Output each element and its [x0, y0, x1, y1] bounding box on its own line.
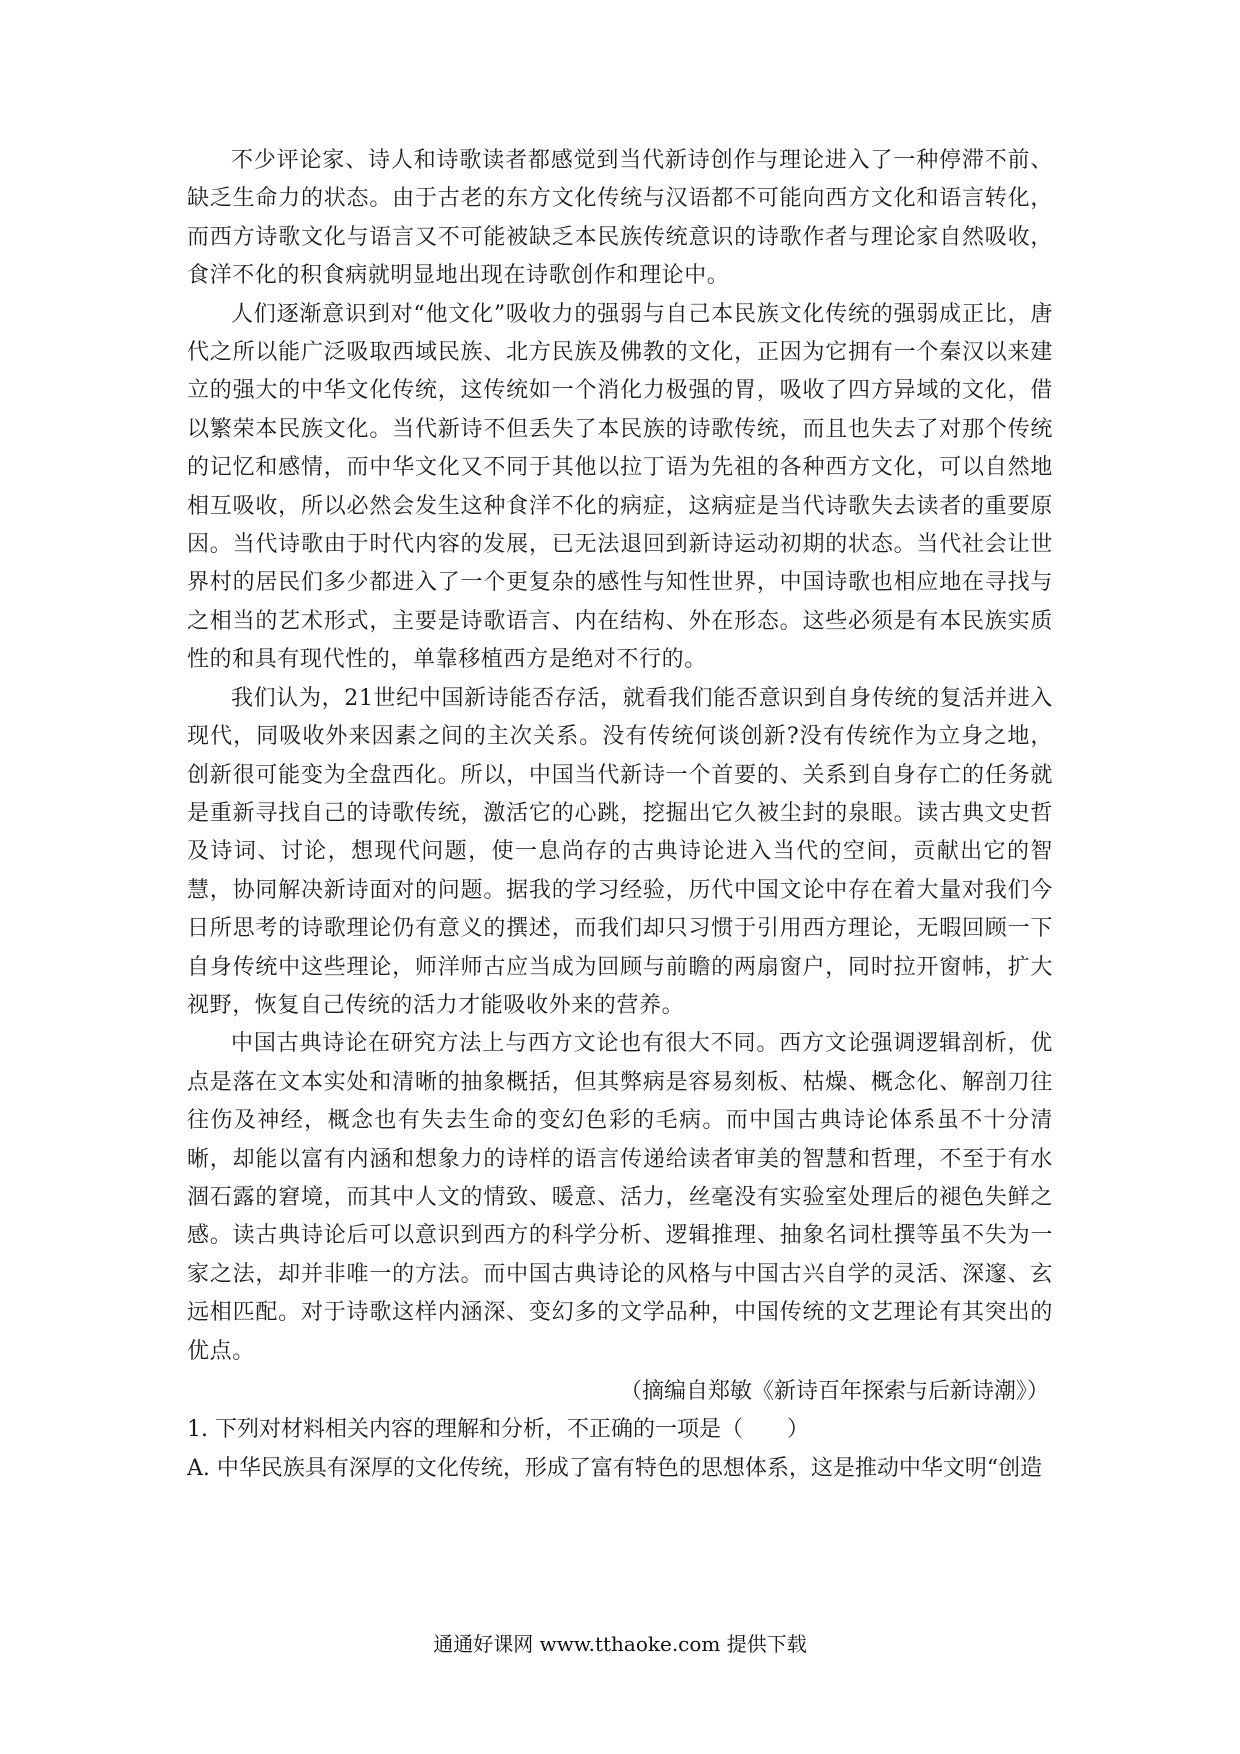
question-option-a: A. 中华民族具有深厚的文化传统，形成了富有特色的思想体系，这是推动中华文明“创造 — [187, 1455, 1043, 1481]
article-paragraph-2: 人们逐渐意识到对“他文化”吸收力的强弱与自己本民族文化传统的强弱成正比，唐代之所以能广泛吸取西域民族、北方民族及佛教的文化，正因为它拥有一个秦汉以来建立的强大的中华文化传统，这传统如一个消化力极强的胃，吸收了四方异域的文化，借以繁荣本民族文化。当代新诗不但丢失了本民族的诗歌传统，而且也失去了对那个传统的记忆和感情，而中华文化又不同于其他以拉丁语为先祖的各种西方文化，可以自然地相互吸收，所以必然会发生这种食洋不化的病症，这病症是当代诗歌失去读者的重要原因。当代诗歌由于时代内容的发展，已无法退回到新诗运动初期的状态。当代社会让世界村的居民们多少都进入了一个更复杂的感性与知性世界，中国诗歌也相应地在寻找与之相当的艺术形式，主要是诗歌语言、内在结构、外在形态。这些必须是有本民族实质性的和具有现代性的，单靠移植西方是绝对不行的。 — [187, 301, 1053, 673]
article-source-citation: （摘编自郑敏《新诗百年探索与后新诗潮》） — [619, 1379, 1049, 1404]
article-paragraph-3: 我们认为，21世纪中国新诗能否存活，就看我们能否意识到自身传统的复活并进入现代，同吸收外来因素之间的主次关系。没有传统何谈创新?没有传统作为立身之地，创新很可能变为全盘西化。所以，中国当代新诗一个首要的、关系到自身存亡的任务就是重新寻找自己的诗歌传统，激活它的心跳，挖掘出它久被尘封的泉眼。读古典文史哲及诗词、讨论，想现代问题，使一息尚存的古典诗论进入当代的空间，贡献出它的智慧，协同解决新诗面对的问题。据我的学习经验，历代中国文论中存在着大量对我们今日所思考的诗歌理论仍有意义的撰述，而我们却只习惯于引用西方理论，无暇回顾一下自身传统中这些理论，师洋师古应当成为回顾与前瞻的两扇窗户，同时拉开窗帏，扩大视野，恢复自己传统的活力才能吸收外来的营养。 — [187, 685, 1053, 1018]
page-footer: 通通好课网 www.tthaoke.com 提供下载 — [433, 1632, 807, 1656]
article-paragraph-1: 不少评论家、诗人和诗歌读者都感觉到当代新诗创作与理论进入了一种停滞不前、缺乏生命力的状态。由于古老的东方文化传统与汉语都不可能向西方文化和语言转化，而西方诗歌文化与语言又不可能被缺乏本民族传统意识的诗歌作者与理论家自然吸收，食洋不化的积食病就明显地出现在诗歌创作和理论中。 — [187, 148, 1053, 289]
question-stem: 1. 下列对材料相关内容的理解和分析，不正确的一项是（ ） — [187, 1417, 809, 1443]
document-body — [187, 142, 1053, 1488]
article-paragraph-4: 中国古典诗论在研究方法上与西方文论也有很大不同。西方文论强调逻辑剖析，优点是落在文本实处和清晰的抽象概括，但其弊病是容易刻板、枯燥、概念化、解剖刀往往伤及神经，概念也有失去生命的变幻色彩的毛病。而中国古典诗论体系虽不十分清晰，却能以富有内涵和想象力的诗样的语言传递给读者审美的智慧和哲理，不至于有水涸石露的窘境，而其中人文的情致、暖意、活力，丝毫没有实验室处理后的褪色失鲜之感。读古典诗论后可以意识到西方的科学分析、逻辑推理、抽象名词杜撰等虽不失为一家之法，却并非唯一的方法。而中国古典诗论的风格与中国古兴自学的灵活、深邃、玄远相匹配。对于诗歌这样内涵深、变幻多的文学品种，中国传统的文艺理论有其突出的优点。 — [187, 1031, 1053, 1364]
